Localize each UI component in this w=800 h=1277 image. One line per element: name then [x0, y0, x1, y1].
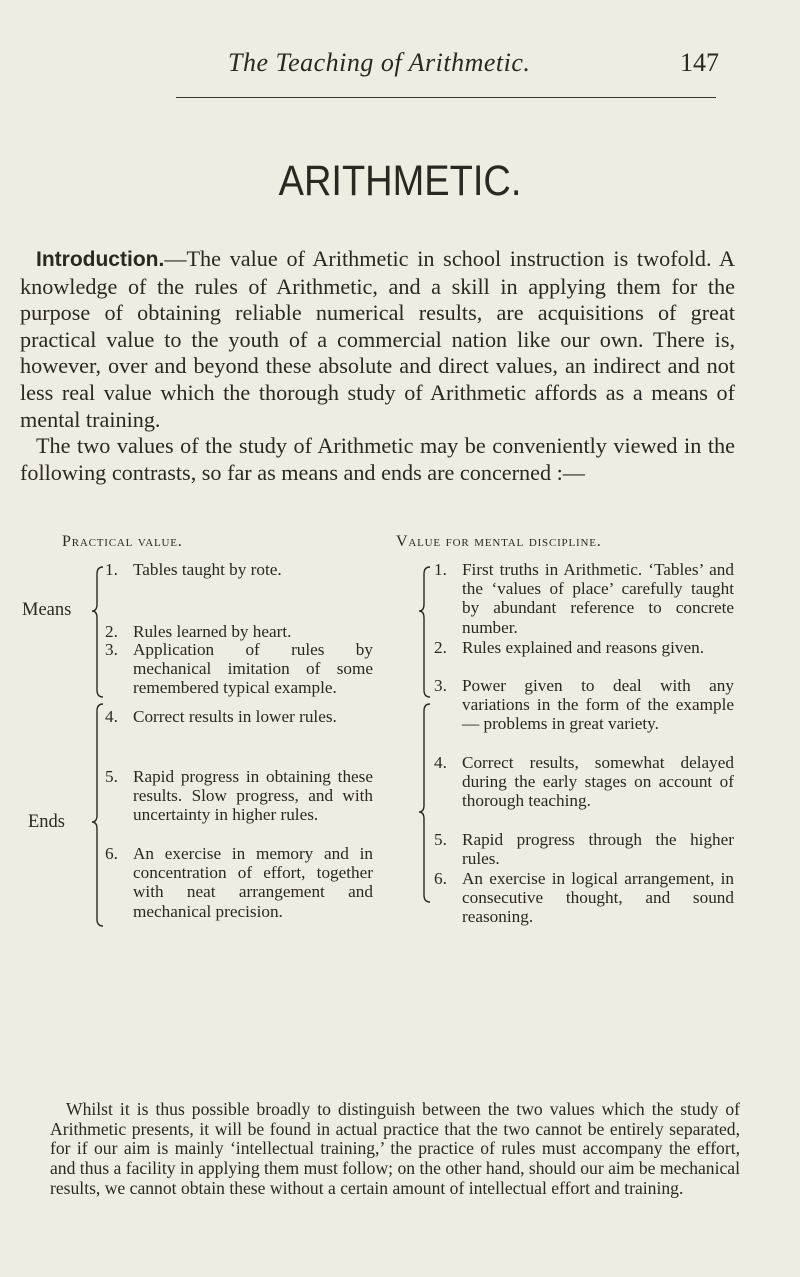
mental-item: [434, 830, 734, 868]
item-number: 6.: [105, 844, 118, 863]
intro-text-1: —The value of Arithmetic in school instruction is twofold. A knowledge of the rules of Arithmetic, and a skill in applying them for the purpose of obtaining reliable numerical results, are acquisitions of great practical value to the youth of a commercial nation like our own. There is, however, over and beyond these absolute and direct values, an indirect and not less real value which the thorough study of Arithmetic affords as a means of mental training.: [20, 246, 735, 432]
item-number: 5.: [105, 767, 118, 786]
means-label: Means: [22, 600, 72, 620]
means-left-brace: [92, 567, 103, 697]
mental-item: [434, 638, 734, 657]
closing-paragraph: [50, 1100, 740, 1199]
ends-label: Ends: [28, 812, 65, 832]
running-head-title: The Teaching of Arithmetic.: [228, 48, 531, 77]
ends-right-brace: [419, 704, 430, 902]
item-text: An exercise in memory and in concentration of effort, together with neat arrangement and mechanical precision.: [133, 844, 373, 921]
item-number: 1.: [434, 560, 447, 579]
chapter-title: ARITHMETIC.: [278, 158, 522, 206]
mental-item: [434, 560, 734, 637]
item-number: 3.: [105, 640, 118, 659]
page-number: 147: [680, 48, 719, 77]
item-number: 1.: [105, 560, 118, 579]
practical-item: [105, 707, 373, 726]
item-text: First truths in Arithmetic. ‘Tables’ and the ‘values of place’ carefully taught by abundant reference to concrete number.: [462, 560, 734, 637]
means-right-brace: [419, 567, 430, 697]
closing-text: Whilst it is thus possible broadly to distinguish between the two values which the study of Arithmetic presents, it will be found in actual practice that the two cannot be entirely separated, for if our aim is mainly ‘intellectual training,’ the practice of rules must accompany the effort, and thus a facility in applying them must follow; on the other hand, should our aim be mechanical results, we cannot obtain these without a certain amount of intellectual effort and training.: [50, 1099, 740, 1198]
item-number: 6.: [434, 869, 447, 888]
item-text: Tables taught by rote.: [133, 560, 282, 579]
item-number: 2.: [105, 622, 118, 641]
item-number: 2.: [434, 638, 447, 657]
practical-item: [105, 844, 373, 921]
practical-item: [105, 560, 373, 579]
item-number: 3.: [434, 676, 447, 695]
item-text: Application of rules by mechanical imitation of some remembered typical example.: [133, 640, 373, 698]
item-text: Rapid progress through the higher rules.: [462, 830, 734, 869]
ends-left-brace: [92, 704, 103, 926]
practical-item: [105, 640, 373, 698]
mental-item: [434, 869, 734, 927]
item-number: 4.: [434, 753, 447, 772]
item-text: An exercise in logical arrangement, in consecutive thought, and sound reasoning.: [462, 869, 734, 927]
item-text: Rapid progress in obtaining these results. Slow progress, and with uncertainty in higher rules.: [133, 767, 373, 825]
item-text: Rules learned by heart.: [133, 622, 292, 641]
intro-lead: Introduction.: [36, 248, 165, 271]
intro-paragraph-2: The two values of the study of Arithmetic may be conveniently viewed in the following contrasts, so far as means and ends are concerned :—: [20, 433, 735, 485]
item-text: Rules explained and reasons given.: [462, 638, 704, 657]
mental-item: [434, 753, 734, 811]
item-text: Correct results, somewhat delayed during the early stages on account of thorough teaching.: [462, 753, 734, 811]
mental-item: [434, 676, 734, 734]
item-text: Power given to deal with any variations in the form of the example — problems in great variety.: [462, 676, 734, 734]
practical-item: [105, 767, 373, 825]
item-text: Correct results in lower rules.: [133, 707, 337, 726]
practical-value-heading: Practical value.: [62, 533, 183, 550]
item-number: 5.: [434, 830, 447, 849]
practical-item: [105, 622, 373, 641]
mental-value-heading: Value for mental discipline.: [396, 533, 602, 550]
item-number: 4.: [105, 707, 118, 726]
